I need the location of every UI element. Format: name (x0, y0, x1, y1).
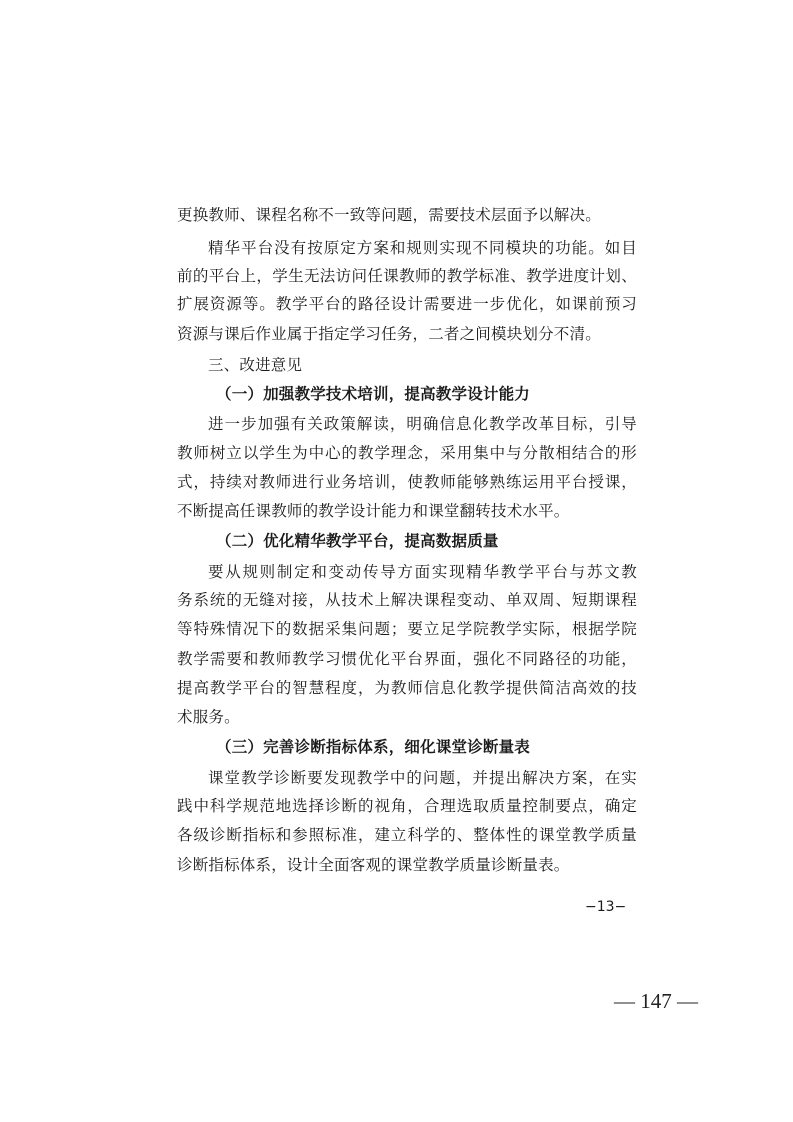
paragraph-line: 课堂教学诊断要发现教学中的问题，并提出解决方案，在实 (208, 769, 637, 787)
paragraph-line: 践中科学规范地选择诊断的视角，合理选取质量控制要点，确定 (177, 797, 637, 815)
section-heading: 三、改进意见 (208, 356, 303, 374)
paragraph-line: 式，持续对教师进行业务培训，使教师能够熟练运用平台授课， (177, 473, 637, 491)
paragraph-line: 进一步加强有关政策解读，明确信息化教学改革目标，引导 (208, 415, 637, 433)
paragraph-line: 要从规则制定和变动传导方面实现精华教学平台与苏文教 (208, 563, 637, 581)
subsection-heading: （三）完善诊断指标体系，细化课堂诊断量表 (216, 737, 531, 756)
subsection-heading: （二）优化精华教学平台，提高数据质量 (216, 531, 499, 550)
page-number-inner: −13− (585, 899, 627, 915)
paragraph-line: 各级诊断指标和参照标准，建立科学的、整体性的课堂教学质量 (177, 826, 637, 844)
paragraph-line: 教师树立以学生为中心的教学理念，采用集中与分散相结合的形 (177, 444, 637, 462)
paragraph-line: 精华平台没有按原定方案和规则实现不同模块的功能。如目 (208, 239, 637, 257)
paragraph-line: 务系统的无缝对接，从技术上解决课程变动、单双周、短期课程 (177, 591, 637, 609)
paragraph-line: 不断提高任课教师的教学设计能力和课堂翻转技术水平。 (177, 502, 570, 520)
paragraph-line: 更换教师、课程名称不一致等问题，需要技术层面予以解决。 (177, 206, 601, 224)
paragraph-line: 术服务。 (177, 708, 240, 726)
paragraph-line: 前的平台上，学生无法访问任课教师的教学标准、教学进度计划、 (177, 267, 637, 285)
paragraph-line: 资源与课后作业属于指定学习任务，二者之间模块划分不清。 (177, 325, 601, 343)
page-number-outer: — 147 — (614, 989, 698, 1013)
paragraph-line: 提高教学平台的智慧程度，为教师信息化教学提供简洁高效的技 (177, 679, 637, 697)
paragraph-line: 扩展资源等。教学平台的路径设计需要进一步优化，如课前预习 (177, 295, 637, 313)
paragraph-line: 教学需要和教师教学习惯优化平台界面，强化不同路径的功能， (177, 650, 637, 668)
paragraph-line: 等特殊情况下的数据采集问题；要立足学院教学实际，根据学院 (177, 620, 637, 638)
subsection-heading: （一）加强教学技术培训，提高教学设计能力 (216, 384, 531, 403)
paragraph-line: 诊断指标体系，设计全面客观的课堂教学质量诊断量表。 (177, 856, 570, 874)
